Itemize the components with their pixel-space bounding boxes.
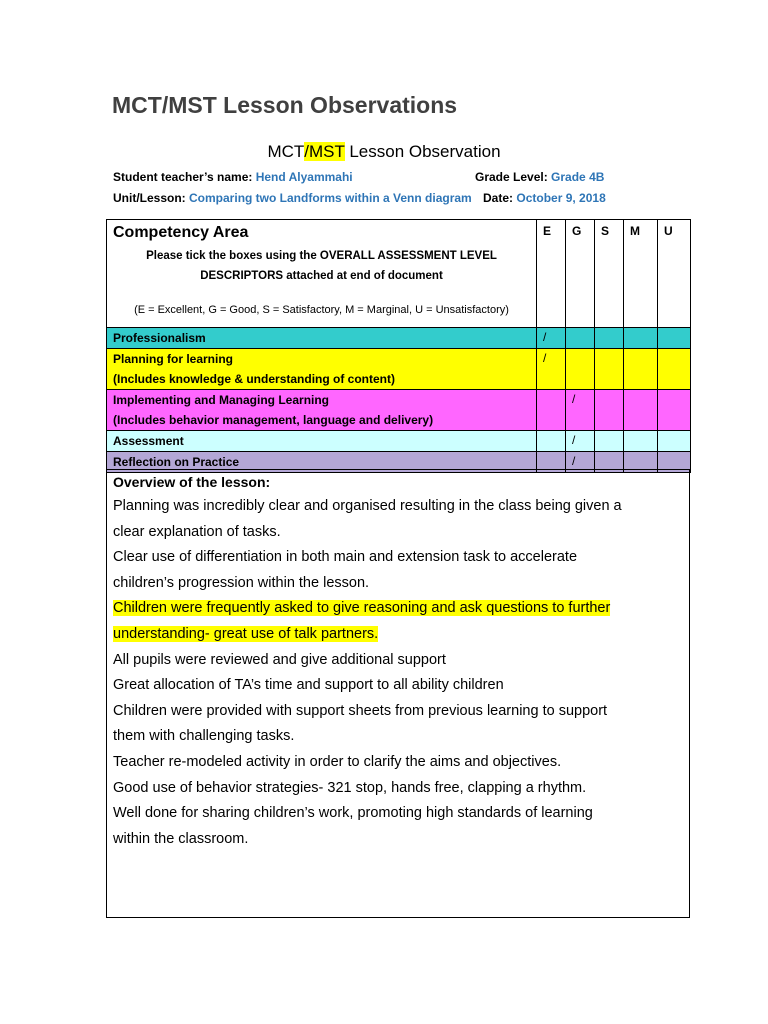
tick-box-unsatisfactory[interactable]	[658, 390, 691, 431]
criterion-title: Reflection on Practice	[113, 455, 240, 469]
tick-box-good[interactable]: /	[566, 452, 595, 473]
tick-box-unsatisfactory[interactable]	[658, 328, 691, 349]
criterion-title: Assessment	[113, 434, 184, 448]
date-label: Date:	[483, 191, 514, 205]
criterion-label	[107, 349, 537, 390]
rubric-level-key: (E = Excellent, G = Good, S = Satisfactory, M = Marginal, U = Unsatisfactory)	[134, 304, 509, 316]
date-field	[483, 191, 606, 205]
level-header-good: G	[566, 220, 595, 328]
tick-box-satisfactory[interactable]	[595, 349, 624, 390]
tick-box-unsatisfactory[interactable]	[658, 349, 691, 390]
lesson-overview-box	[106, 469, 690, 918]
rubric-row-assessment	[107, 431, 691, 452]
rubric-instruction: Please tick the boxes using the OVERALL ASSESSMENT LEVEL DESCRIPTORS attached at end of document	[146, 250, 497, 282]
form-title-highlight: /MST	[304, 142, 345, 161]
form-title	[0, 142, 768, 162]
form-title-suffix: Lesson Observation	[344, 142, 501, 161]
criterion-title: Professionalism	[113, 331, 206, 345]
overview-line-highlighted	[113, 622, 683, 648]
criterion-label	[107, 390, 537, 431]
level-header-marginal: M	[624, 220, 658, 328]
overview-line: children’s progression within the lesson.	[113, 574, 370, 591]
rubric-row-implementing	[107, 390, 691, 431]
tick-box-good[interactable]: /	[566, 390, 595, 431]
criterion-subtitle: (Includes behavior management, language and delivery)	[113, 413, 434, 427]
highlighted-text: understanding- great use of talk partners.	[113, 625, 379, 642]
competency-area-heading: Competency Area	[113, 224, 249, 241]
highlighted-text: Children were frequently asked to give reasoning and ask questions to further	[113, 600, 611, 617]
student-name-field	[113, 170, 353, 184]
criterion-title: Implementing and Managing Learning	[113, 393, 330, 407]
criterion-label	[107, 431, 537, 452]
tick-box-marginal[interactable]	[624, 431, 658, 452]
overview-heading: Overview of the lesson:	[113, 474, 271, 490]
tick-box-excellent[interactable]	[537, 390, 566, 431]
level-header-satisfactory: S	[595, 220, 624, 328]
overview-line: clear explanation of tasks.	[113, 523, 281, 540]
criterion-subtitle: (Includes knowledge & understanding of content)	[113, 372, 396, 386]
rubric-row-professionalism	[107, 328, 691, 349]
criterion-label	[107, 328, 537, 349]
criterion-title: Planning for learning	[113, 352, 234, 366]
rubric-header-row	[107, 220, 691, 328]
tick-box-excellent[interactable]	[537, 431, 566, 452]
tick-box-good[interactable]: /	[566, 431, 595, 452]
grade-level-field	[475, 170, 604, 184]
overview-line: them with challenging tasks.	[113, 728, 295, 745]
tick-box-unsatisfactory[interactable]	[658, 431, 691, 452]
competency-area-header	[107, 220, 537, 328]
grade-level-value: Grade 4B	[551, 170, 605, 184]
level-header-excellent: E	[537, 220, 566, 328]
tick-box-satisfactory[interactable]	[595, 431, 624, 452]
overview-line: Planning was incredibly clear and organised resulting in the class being given a	[113, 498, 622, 514]
overview-line: All pupils were reviewed and give additional support	[113, 651, 446, 668]
form-title-prefix: MCT	[267, 142, 305, 161]
date-value: October 9, 2018	[516, 191, 606, 205]
unit-lesson-label: Unit/Lesson:	[113, 191, 186, 205]
student-name-label: Student teacher’s name:	[113, 170, 253, 184]
overview-line: Clear use of differentiation in both main and extension task to accelerate	[113, 549, 578, 566]
overview-line: within the classroom.	[113, 830, 249, 847]
tick-box-good[interactable]	[566, 328, 595, 349]
tick-box-satisfactory[interactable]	[595, 328, 624, 349]
overview-line: Great allocation of TA’s time and support to all ability children	[113, 677, 504, 694]
overview-line: Well done for sharing children’s work, promoting high standards of learning	[113, 805, 593, 822]
tick-box-marginal[interactable]	[624, 349, 658, 390]
tick-box-satisfactory[interactable]	[595, 390, 624, 431]
unit-lesson-field	[113, 191, 472, 205]
overview-line: Teacher re-modeled activity in order to clarify the aims and objectives.	[113, 753, 562, 770]
overview-line: Good use of behavior strategies- 321 stop, hands free, clapping a rhythm.	[113, 779, 587, 796]
tick-box-good[interactable]	[566, 349, 595, 390]
level-header-unsatisfactory: U	[658, 220, 691, 328]
tick-box-marginal[interactable]	[624, 390, 658, 431]
tick-box-excellent[interactable]: /	[537, 328, 566, 349]
overview-line-highlighted	[113, 596, 683, 622]
competency-rubric-table	[106, 219, 691, 473]
document-title: MCT/MST Lesson Observations	[112, 92, 458, 118]
overview-line: Children were provided with support sheets from previous learning to support	[113, 702, 608, 719]
grade-level-label: Grade Level:	[475, 170, 548, 184]
rubric-row-planning	[107, 349, 691, 390]
tick-box-excellent[interactable]: /	[537, 349, 566, 390]
unit-lesson-value: Comparing two Landforms within a Venn diagram	[189, 191, 472, 205]
tick-box-marginal[interactable]	[624, 328, 658, 349]
student-name-value: Hend Alyammahi	[255, 170, 353, 184]
